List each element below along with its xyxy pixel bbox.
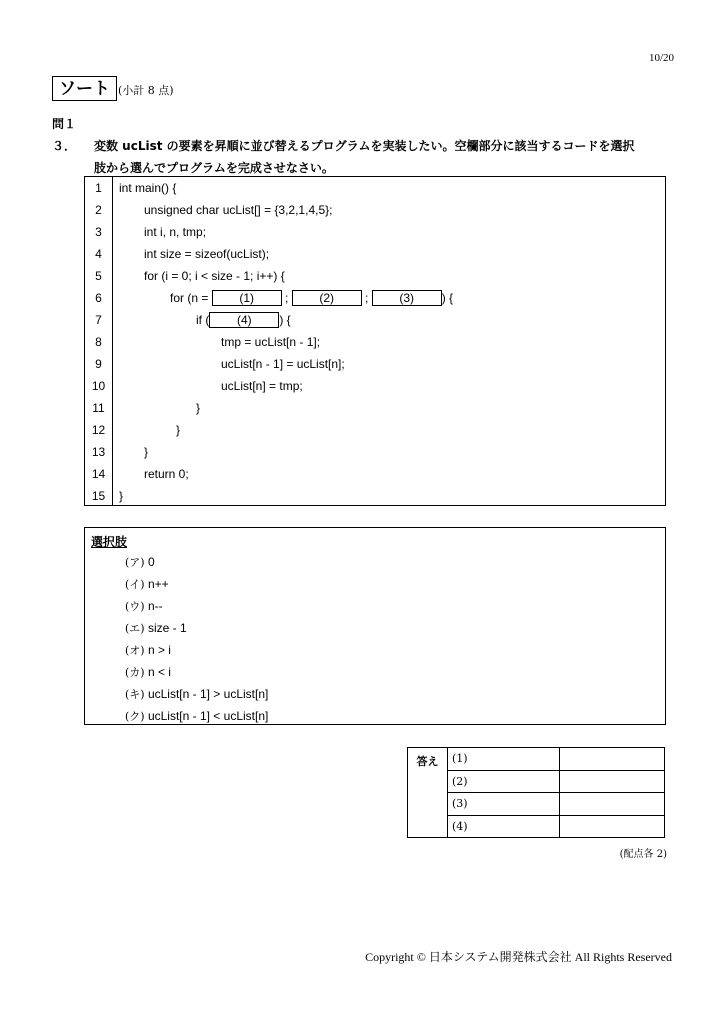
code-text: } — [144, 445, 149, 459]
choice-item — [125, 639, 171, 661]
choice-mark: (カ) — [125, 666, 145, 679]
code-line — [85, 375, 665, 397]
code-for-suffix: ) { — [441, 291, 454, 305]
line-number: 4 — [95, 247, 102, 261]
code-line — [85, 485, 665, 507]
code-line — [85, 221, 665, 243]
line-number: 7 — [95, 313, 102, 327]
line-number: 6 — [95, 291, 102, 305]
section-title: ソート — [52, 76, 117, 101]
section-subtotal: (小計 8 点) — [118, 84, 174, 97]
code-line — [85, 265, 665, 287]
choice-text: n++ — [147, 577, 169, 591]
choice-mark: (ウ) — [125, 600, 145, 613]
answer-label: (2) — [448, 770, 560, 793]
code-text — [196, 309, 291, 331]
code-line — [85, 419, 665, 441]
choice-mark: (キ) — [125, 688, 145, 701]
blank-2: (2) — [292, 290, 362, 306]
page-number: 10/20 — [648, 52, 674, 64]
choice-item — [125, 595, 163, 617]
line-number: 15 — [91, 489, 106, 503]
code-text: int main() { — [119, 181, 177, 195]
code-line — [85, 331, 665, 353]
blank-3: (3) — [372, 290, 442, 306]
code-listing — [84, 176, 666, 506]
choice-text: size - 1 — [147, 621, 187, 635]
line-number: 2 — [95, 203, 102, 217]
line-number: 3 — [95, 225, 102, 239]
code-if-suffix: ) { — [279, 313, 291, 327]
copyright-notice: Copyright © 日本システム開発株式会社 All Rights Reserved — [365, 950, 672, 964]
separator: ; — [365, 291, 369, 305]
choice-item — [125, 705, 268, 727]
answer-label: (3) — [448, 793, 560, 816]
code-text: return 0; — [144, 467, 189, 481]
code-for-prefix: for (n = — [170, 291, 212, 305]
choice-item — [125, 573, 169, 595]
question-text — [52, 113, 682, 179]
code-line — [85, 243, 665, 265]
answer-label: (1) — [448, 748, 560, 771]
choice-item — [125, 617, 187, 639]
choice-text: n-- — [147, 599, 163, 613]
choice-mark: (ク) — [125, 710, 145, 723]
code-text: int i, n, tmp; — [144, 225, 207, 239]
answer-label: (4) — [448, 815, 560, 838]
code-text: for (i = 0; i < size - 1; i++) { — [144, 269, 285, 283]
code-line — [85, 463, 665, 485]
choice-mark: (ア) — [125, 556, 145, 569]
code-text: } — [176, 423, 181, 437]
points-note: (配点各 2) — [619, 849, 667, 860]
answer-table — [407, 747, 665, 838]
question-line-2: 肢から選んでプログラムを完成させなさい。 — [94, 161, 334, 175]
code-line — [85, 199, 665, 221]
choice-mark: (エ) — [125, 622, 145, 635]
code-if-prefix: if ( — [196, 313, 210, 327]
choices-title: 選択肢 — [91, 535, 128, 549]
line-number: 1 — [95, 181, 102, 195]
choice-item — [125, 551, 155, 573]
line-number: 10 — [91, 379, 106, 393]
code-line — [85, 309, 665, 331]
choices-box — [84, 527, 666, 725]
code-line — [85, 397, 665, 419]
choice-text: ucList[n - 1] < ucList[n] — [147, 709, 269, 723]
answer-header: 答え — [408, 748, 448, 838]
line-number: 8 — [95, 335, 102, 349]
code-line — [85, 287, 665, 309]
choice-text: n < i — [147, 665, 171, 679]
choice-mark: (イ) — [125, 578, 145, 591]
code-text — [170, 287, 453, 309]
choice-text: n > i — [147, 643, 171, 657]
question-line-1: 変数 ucList の要素を昇順に並び替えるプログラムを実装したい。空欄部分に該当するコードを選択 — [94, 139, 635, 153]
line-number: 11 — [92, 401, 105, 415]
choice-text: 0 — [147, 555, 155, 569]
choice-mark: (オ) — [125, 644, 145, 657]
separator: ; — [285, 291, 289, 305]
blank-4: (4) — [209, 312, 279, 328]
choice-item — [125, 661, 171, 683]
answer-field[interactable] — [560, 748, 665, 771]
code-line — [85, 353, 665, 375]
blank-1: (1) — [212, 290, 282, 306]
answer-field[interactable] — [560, 770, 665, 793]
answer-field[interactable] — [560, 815, 665, 838]
code-text: ucList[n - 1] = ucList[n]; — [221, 357, 345, 371]
code-text: unsigned char ucList[] = {3,2,1,4,5}; — [144, 203, 333, 217]
answer-field[interactable] — [560, 793, 665, 816]
code-text: } — [196, 401, 201, 415]
choice-text: ucList[n - 1] > ucList[n] — [147, 687, 269, 701]
line-number: 13 — [91, 445, 106, 459]
line-number: 9 — [95, 357, 102, 371]
code-text: tmp = ucList[n - 1]; — [221, 335, 321, 349]
choice-item — [125, 683, 268, 705]
question-label: 問１３． — [52, 117, 77, 153]
code-text: int size = sizeof(ucList); — [144, 247, 270, 261]
code-line — [85, 441, 665, 463]
code-text: } — [119, 489, 124, 503]
line-number: 12 — [91, 423, 106, 437]
code-line — [85, 177, 665, 199]
line-number: 14 — [91, 467, 106, 481]
code-text: ucList[n] = tmp; — [221, 379, 303, 393]
answer-row — [408, 748, 665, 771]
line-number: 5 — [95, 269, 102, 283]
